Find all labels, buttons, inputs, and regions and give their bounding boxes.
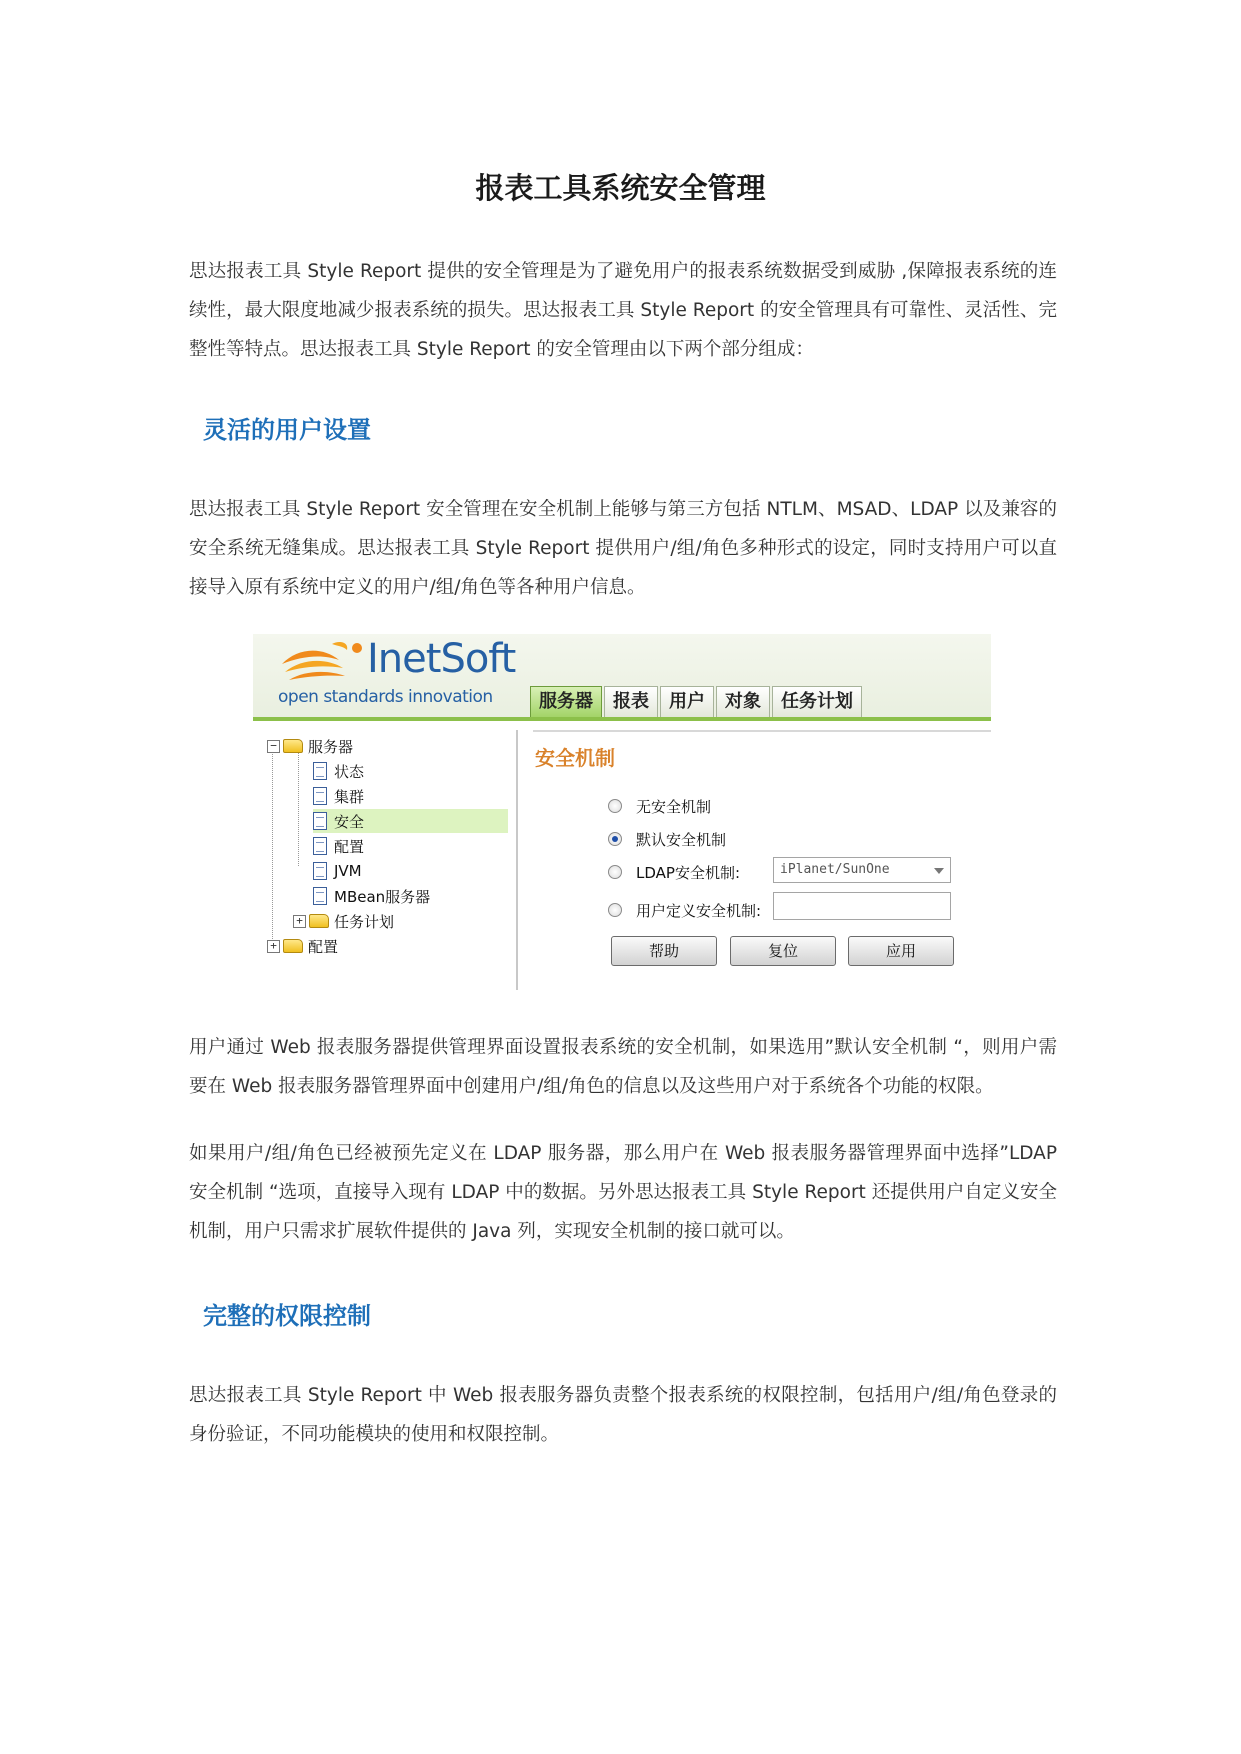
document-icon [313,862,327,880]
tree-item-label: 状态 [334,762,365,781]
option-ldap-security[interactable] [608,860,740,884]
tab-users[interactable]: 用户 [660,686,714,717]
document-icon [313,887,327,905]
admin-console-screenshot [253,634,991,990]
tree-item-server[interactable] [267,734,353,758]
logo-text: InetSoft [367,636,516,682]
help-button[interactable]: 帮助 [611,936,717,966]
tab-server[interactable]: 服务器 [530,686,602,717]
tree-item-mbean[interactable] [313,884,430,908]
ldap-type-select[interactable] [773,857,951,883]
folder-icon [283,939,303,953]
tab-objects[interactable]: 对象 [716,686,770,717]
tree-item-config[interactable] [313,834,364,858]
document-icon [313,837,327,855]
option-default-security[interactable] [608,827,726,851]
tree-connector [272,750,273,945]
tab-schedule[interactable]: 任务计划 [772,686,862,717]
logo-tagline: open standards innovation [278,687,493,707]
folder-icon [309,914,329,928]
default-security-paragraph: 用户通过 Web 报表服务器提供管理界面设置报表系统的安全机制，如果选用”默认安全机制 “，则用户需要在 Web 报表服务器管理界面中创建用户/组/角色的信息以及这些用户对于系统各个功能的权限。 [189,1037,1057,1097]
custom-security-input[interactable] [773,892,951,920]
option-label: 默认安全机制 [636,830,727,849]
tree-item-label: JVM [334,862,362,880]
radio-button-selected[interactable] [608,832,622,846]
tree-item-cluster[interactable] [313,784,364,808]
document-icon [313,762,327,780]
section-heading-permission-control: 完整的权限控制 [203,1302,371,1330]
radio-button[interactable] [608,799,622,813]
tree-item-label: 安全 [334,812,365,831]
panel-top-border [533,730,991,732]
select-value: iPlanet/SunOne [780,862,890,877]
tree-item-status[interactable] [313,759,364,783]
tree-item-jvm[interactable] [313,859,362,883]
tree-item-label: MBean服务器 [334,887,431,906]
radio-button[interactable] [608,903,622,917]
expand-icon[interactable]: + [293,915,306,928]
inetsoft-swirl-icon [277,638,367,688]
tree-item-configuration[interactable] [267,934,338,958]
server-tree [253,730,518,990]
tree-item-label: 配置 [334,837,365,856]
user-settings-paragraph: 思达报表工具 Style Report 安全管理在安全机制上能够与第三方包括 NTLM、MSAD、LDAP 以及兼容的安全系统无缝集成。思达报表工具 Style Report 提供用户/组/角色多种形式的设定，同时支持用户可以直接导入原有系统中定义的用户/组/角色等各种用户信息。 [189,499,1057,598]
radio-button[interactable] [608,865,622,879]
tree-item-label: 服务器 [308,737,354,756]
intro-paragraph: 思达报表工具 Style Report 提供的安全管理是为了避免用户的报表系统数据受到威胁 ,保障报表系统的连续性，最大限度地减少报表系统的损失。思达报表工具 Style Report 的安全管理具有可靠性、灵活性、完整性等特点。思达报表工具 Style Report 的安全管理由以下两个部分组成： [189,261,1057,360]
permission-control-paragraph: 思达报表工具 Style Report 中 Web 报表服务器负责整个报表系统的权限控制，包括用户/组/角色登录的身份验证，不同功能模块的使用和权限控制。 [189,1385,1057,1445]
document-title: 报表工具系统安全管理 [475,171,766,205]
tree-connector [298,750,299,866]
header-divider [253,717,991,721]
apply-button[interactable]: 应用 [848,936,954,966]
option-label: 用户定义安全机制: [636,901,762,920]
ldap-security-paragraph: 如果用户/组/角色已经被预先定义在 LDAP 服务器，那么用户在 Web 报表服务器管理界面中选择”LDAP 安全机制 “选项，直接导入现有 LDAP 中的数据。另外思达报表工具 Style Report 还提供用户自定义安全机制，用户只需求扩展软件提供的 Java 列，实现安全机制的接口就可以。 [189,1143,1057,1242]
expand-icon[interactable]: + [267,940,280,953]
option-label: 无安全机制 [636,797,712,816]
document-icon [313,812,327,830]
tree-item-label: 集群 [334,787,365,806]
document-icon [313,787,327,805]
tab-reports[interactable]: 报表 [604,686,658,717]
collapse-icon[interactable]: − [267,740,280,753]
folder-icon [283,739,303,753]
console-tabs [530,686,864,718]
option-label: LDAP安全机制: [636,863,741,882]
option-custom-security[interactable] [608,898,761,922]
reset-button[interactable]: 复位 [730,936,836,966]
tree-item-label: 配置 [308,937,339,956]
section-heading-user-settings: 灵活的用户设置 [203,416,371,444]
tree-item-label: 任务计划 [334,912,395,931]
chevron-down-icon [934,868,944,874]
option-no-security[interactable] [608,794,711,818]
tree-item-security[interactable] [313,809,508,833]
tree-item-task-schedule[interactable] [293,909,394,933]
panel-title: 安全机制 [535,746,615,770]
